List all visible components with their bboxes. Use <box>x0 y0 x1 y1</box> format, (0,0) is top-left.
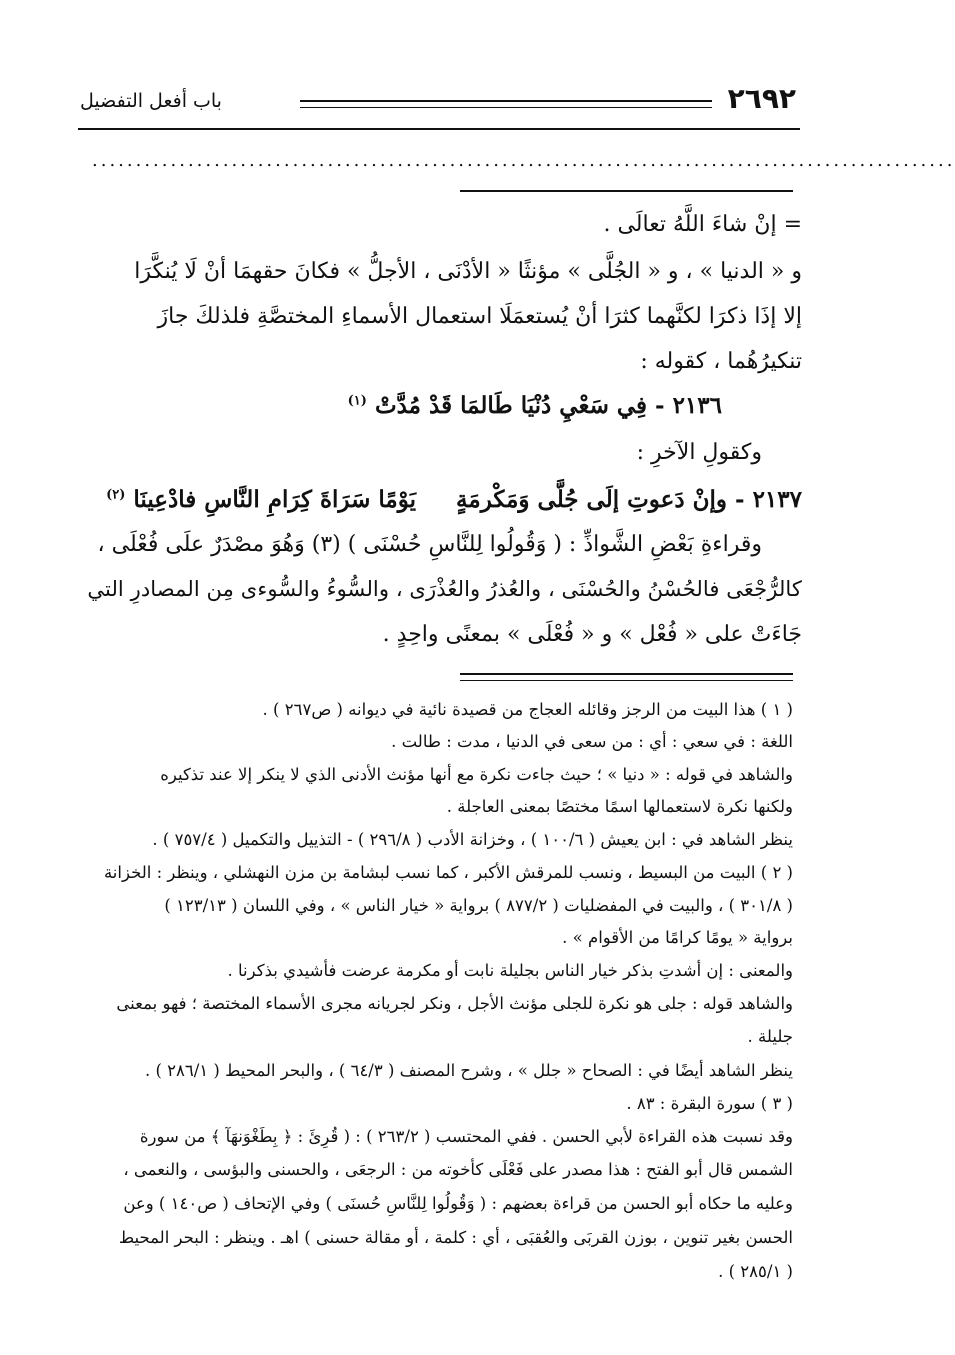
footnote-line: الشمس قال أبو الفتح : هذا مصدر على فَعْلَى كأخوته من : الرجعَى ، والحسنى والبؤسى ، والنعمى ، <box>123 1160 793 1179</box>
footnote-line: برواية « يومًا كرامًا من الأقوام » . <box>562 928 793 947</box>
text-line: و « الدنيا » ، و « الجُلَّى » مؤنثًا « الأدْنَى ، الأجلُّ » فكانَ حقهمَا أنْ لَا يُنكَّرَا <box>134 259 802 284</box>
footnote-line: جليلة . <box>747 1027 793 1046</box>
footnote-line: وعليه ما حكاه أبو الحسن من قراءة بعضهم : ( وَقُولُوا لِلنَّاسِ حُسنَى ) وفي الإتحاف ( ص١٤٠ ) وعن <box>123 1194 793 1213</box>
footnote-line: ( ١ ) هذا البيت من الرجز وقائله العجاج من قصيدة نائية في ديوانه ( ص٢٦٧ ) . <box>262 700 793 719</box>
footnote-line: والشاهد قوله : جلى هو نكرة للجلى مؤنث الأجل ، ونكر لجريانه مجرى الأسماء المختصة ؛ فهو بمعنى <box>116 994 793 1013</box>
text-line: وقراءةِ بَعْضِ الشَّواذِّ : ( وَقُولُوا لِلنَّاسِ حُسْنَى ) (٣) وَهُوَ مصْدَرٌ علَى فُعْلَى ، <box>97 532 762 557</box>
header-rule-thin <box>300 107 712 108</box>
footnote-line: والمعنى : إن أشدتِ بذكر خيار الناس بجليلة نابت أو مكرمة عرضت فأشيدي بذكرنا . <box>227 961 793 980</box>
page-number: ٢٦٩٢ <box>727 82 796 115</box>
footnote-ref: (١) <box>347 393 367 409</box>
footnote-rule-thin <box>460 680 793 681</box>
text-line: وكقولِ الآخرِ : <box>636 440 762 465</box>
running-header <box>70 78 800 128</box>
footnote-line: ( ٣٠١/٨ ) ، والبيت في المفضليات ( ٨٧٧/٢ ) برواية « خيار الناس » ، وفي اللسان ( ١٢٣/١٣ ) <box>164 896 793 915</box>
verse-hemistich-2: يَوْمًا سَرَاةَ كِرَامِ النَّاسِ فادْعِينَا <box>133 486 417 513</box>
text-line: كالرُّجْعَى فالحُسْنُ والحُسْنَى ، والعُذرُ والعُذْرَى ، والسُّوءُ والسُّوءى مِن المصادرِ التي <box>87 577 802 602</box>
footnote-line: ينظر الشاهد في : ابن يعيش ( ١٠٠/٦ ) ، وخزانة الأدب ( ٢٩٦/٨ ) - التذييل والتكميل ( ٧٥٧/٤ ) . <box>152 830 793 849</box>
header-rule <box>300 100 712 102</box>
text-line: جَاءَتْ على « فُعْل » و « فُعْلَى » بمعنًى واحِدٍ . <box>382 622 802 647</box>
text-line: تنكيرُهُما ، كقوله : <box>640 349 802 374</box>
footnote-line: اللغة : في سعي : أي : من سعى في الدنيا ، مدت : طالت . <box>391 732 793 751</box>
dotted-separator: ................................................................................................... <box>92 150 955 171</box>
footnote-line: ( ٣ ) سورة البقرة : ٨٣ . <box>626 1094 793 1113</box>
verse-text: ٢١٣٦ - فِي سَعْيِ دُنْيَا طَالمَا قَدْ مُدَّتْ <box>374 392 722 419</box>
footnote-ref: (٢) <box>106 487 126 503</box>
footnote-line: ينظر الشاهد أيضًا في : الصحاح « جلل » ، وشرح المصنف ( ٦٤/٣ ) ، والبحر المحيط ( ٢٨٦/١ ) . <box>144 1061 793 1080</box>
footnote-line: والشاهد في قوله : « دنيا » ؛ حيث جاءت نكرة مع أنها مؤنث الأدنى الذي لا ينكر إلا عند تذكيره <box>160 765 793 784</box>
running-title: باب أفعل التفضيل <box>80 90 222 112</box>
footnote-line: ( ٢ ) البيت من البسيط ، ونسب للمرقش الأكبر ، كما نسب لبشامة بن مزن النهشلي ، وينظر : الخزانة <box>103 863 793 882</box>
verse-hemistich-1: ٢١٣٧ - وإنْ دَعوتِ إلَى جُلَّى وَمَكْرمَةٍ <box>456 486 802 513</box>
continuation-rule <box>460 190 793 192</box>
text-line: إلا إذَا ذكرَا لكنَّهما كثرَا أنْ يُستعمَلَا استعمال الأسماءِ المختصَّةِ فلذلكَ جازَ <box>157 304 802 329</box>
footnote-line: الحسن بغير تنوين ، بوزن القربَى والعُقبَى ، أي : كلمة ، أو مقالة حسنى ) اهـ . وينظر : البحر المحيط <box>118 1228 793 1247</box>
footnote-line: وقد نسبت هذه القراءة لأبي الحسن . ففي المحتسب ( ٢٦٣/٢ ) : ( قُرِئَ : ﴿ بِطَغْوَنهَآ ﴾ من سورة <box>139 1127 793 1146</box>
header-underline <box>78 128 800 130</box>
verse-2136 <box>348 392 722 419</box>
footnote-rule <box>460 673 793 675</box>
text-line: = إنْ شاءَ اللَّهُ تعالَى . <box>603 212 802 237</box>
verse-2137 <box>106 486 802 513</box>
footnote-line: ولكنها نكرة لاستعمالها اسمًا مختصًا بمعنى العاجلة . <box>446 797 793 816</box>
footnote-line: ( ٢٨٥/١ ) . <box>718 1262 793 1281</box>
